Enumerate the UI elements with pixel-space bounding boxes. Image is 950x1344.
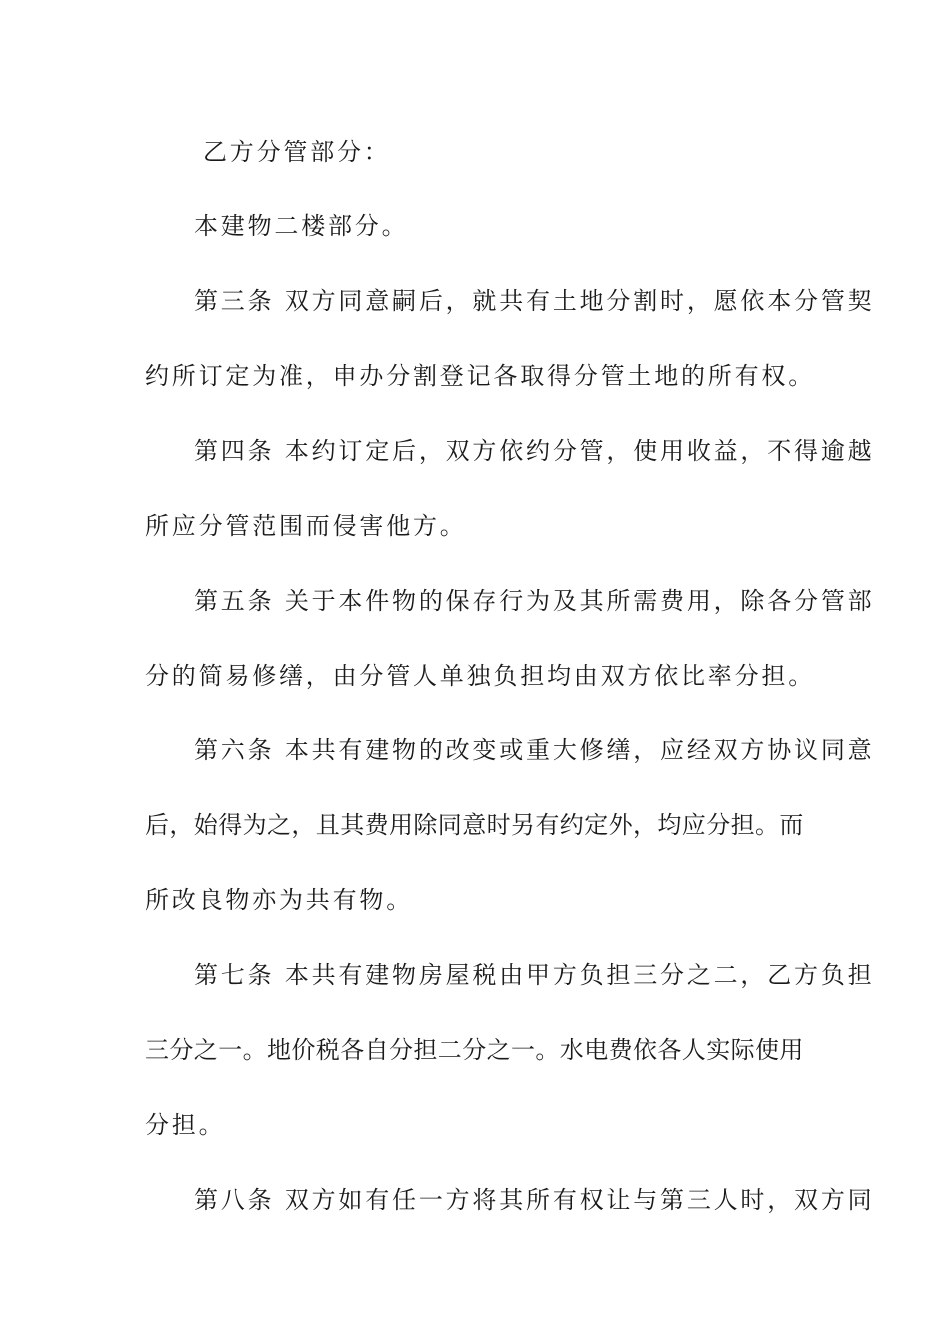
section-heading-party-b: 乙方分管部分： (203, 138, 391, 166)
article-5-line-2: 分的简易修缮，由分管人单独负担均由双方依比率分担。 (145, 662, 815, 690)
article-7-line-3: 分担。 (145, 1111, 226, 1139)
article-3-line-2: 约所订定为准，申办分割登记各取得分管土地的所有权。 (145, 362, 815, 390)
article-8-line-1: 第八条 双方如有任一方将其所有权让与第三人时，双方同 (194, 1186, 875, 1214)
article-7-line-2: 三分之一。地价税各自分担二分之一。水电费依各人实际使用 (145, 1036, 804, 1064)
article-6-line-2: 后，始得为之，且其费用除同意时另有约定外，均应分担。而 (145, 811, 804, 839)
article-3-line-1: 第三条 双方同意嗣后，就共有土地分割时，愿依本分管契 (194, 287, 875, 315)
article-6-line-3: 所改良物亦为共有物。 (145, 886, 413, 914)
article-6-line-1: 第六条 本共有建物的改变或重大修缮，应经双方协议同意 (194, 736, 875, 764)
article-4-line-2: 所应分管范围而侵害他方。 (145, 512, 467, 540)
article-5-line-1: 第五条 关于本件物的保存行为及其所需费用，除各分管部 (194, 587, 875, 615)
article-7-line-1: 第七条 本共有建物房屋税由甲方负担三分之二，乙方负担 (194, 961, 875, 989)
article-4-line-1: 第四条 本约订定后，双方依约分管，使用收益，不得逾越 (194, 437, 875, 465)
paragraph-line: 本建物二楼部分。 (194, 212, 409, 240)
